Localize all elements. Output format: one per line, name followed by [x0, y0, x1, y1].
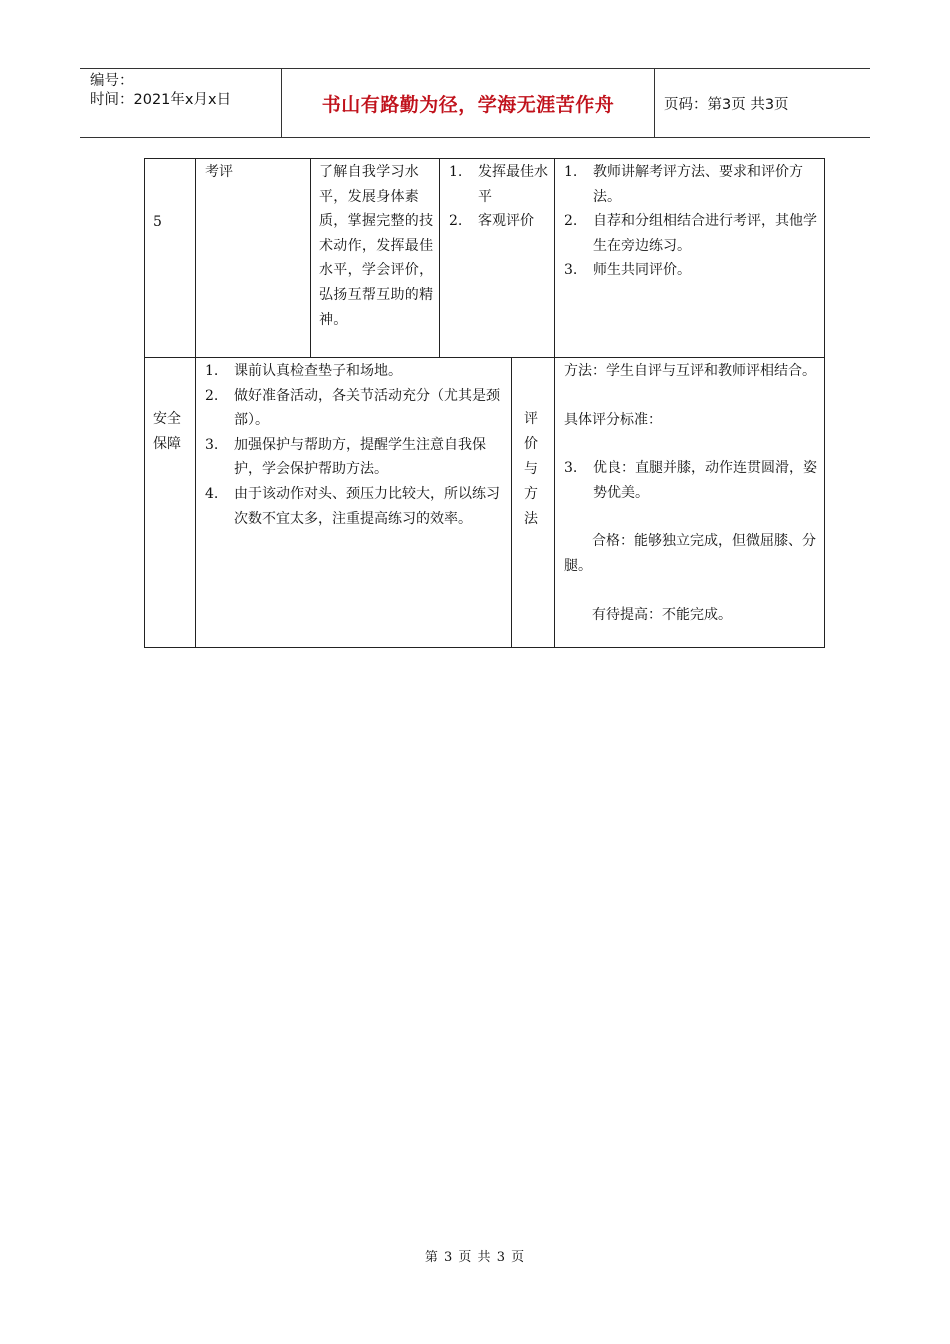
- item-number: 3.: [564, 262, 578, 279]
- criteria-pass: 合格：能够独立完成，但微屈膝、分腿。: [564, 533, 816, 574]
- teaching-goal: 了解自我学习水平，发展身体素质，掌握完整的技术动作，发挥最佳水平，学会评价，弘扬互帮互助的精神。: [319, 164, 434, 328]
- item-text: 客观评价: [478, 213, 534, 230]
- item-number: 3.: [205, 436, 219, 453]
- evaluation-label-char: 评: [524, 411, 538, 427]
- item-text: 自荐和分组相结合进行考评，其他学生在旁边练习。: [593, 213, 817, 254]
- list-item: [205, 384, 505, 433]
- item-text: 由于该动作对头、颈压力比较大，所以练习次数不宜太多，注重提高练习的效率。: [234, 485, 500, 527]
- list-item: [564, 209, 817, 258]
- item-text: 优良：直腿并膝，动作连贯圆滑，姿势优美。: [593, 460, 817, 501]
- evaluation-label-char: 价: [524, 436, 538, 452]
- page-header: [80, 68, 870, 138]
- item-number: 4.: [205, 485, 219, 502]
- criteria-excellent: [564, 456, 818, 505]
- item-text: 做好准备活动，各关节活动充分（尤其是颈部）。: [234, 387, 500, 429]
- item-text: 发挥最佳水平: [478, 164, 548, 205]
- evaluation-content: [564, 359, 818, 627]
- page-footer: 第 3 页 共 3 页: [424, 1250, 526, 1265]
- safety-label-line: 安全: [153, 411, 181, 427]
- evaluation-label: [521, 407, 541, 532]
- safety-label-line: 保障: [153, 435, 181, 452]
- list-item: [205, 433, 505, 482]
- item-number: 1.: [205, 363, 219, 379]
- item-text: 加强保护与帮助方，提醒学生注意自我保护，学会保护帮助方法。: [234, 436, 486, 478]
- criteria-title: 具体评分标准：: [564, 411, 662, 428]
- item-number: 2.: [564, 213, 578, 230]
- student-activities: [449, 160, 549, 234]
- item-number: 3.: [564, 460, 578, 477]
- item-text: 教师讲解考评方法、要求和评价方法。: [593, 164, 803, 205]
- list-item: [564, 258, 817, 283]
- item-number: 2.: [449, 213, 463, 230]
- list-item: [205, 482, 505, 531]
- safety-measures: [205, 359, 505, 531]
- item-text: 师生共同评价。: [593, 262, 691, 279]
- header-motto: 书山有路勤为径，学海无涯苦作舟: [321, 93, 615, 116]
- row-index: 5: [153, 214, 162, 230]
- item-number: 2.: [205, 387, 219, 404]
- list-item: [449, 160, 549, 209]
- evaluation-label-char: 法: [524, 511, 538, 527]
- item-number: 1.: [449, 164, 463, 180]
- document-date: 时间：2021年x月x日: [90, 92, 232, 108]
- section-title: 考评: [205, 164, 233, 180]
- evaluation-method: 方法：学生自评与互评和教师评相结合。: [564, 363, 816, 379]
- evaluation-label-char: 方: [524, 486, 538, 502]
- item-number: 1.: [564, 164, 578, 180]
- list-item: [449, 209, 549, 234]
- list-item: [564, 160, 817, 209]
- header-page-info: 页码：第3页 共3页: [664, 96, 789, 113]
- criteria-improve: 有待提高：不能完成。: [592, 606, 732, 623]
- header-divider: [654, 69, 655, 137]
- list-item: [205, 359, 505, 384]
- document-number-label: 编号：: [90, 73, 134, 89]
- teacher-activities: [564, 160, 817, 283]
- evaluation-label-char: 与: [524, 461, 538, 477]
- safety-label: [153, 407, 189, 456]
- item-text: 课前认真检查垫子和场地。: [234, 363, 402, 379]
